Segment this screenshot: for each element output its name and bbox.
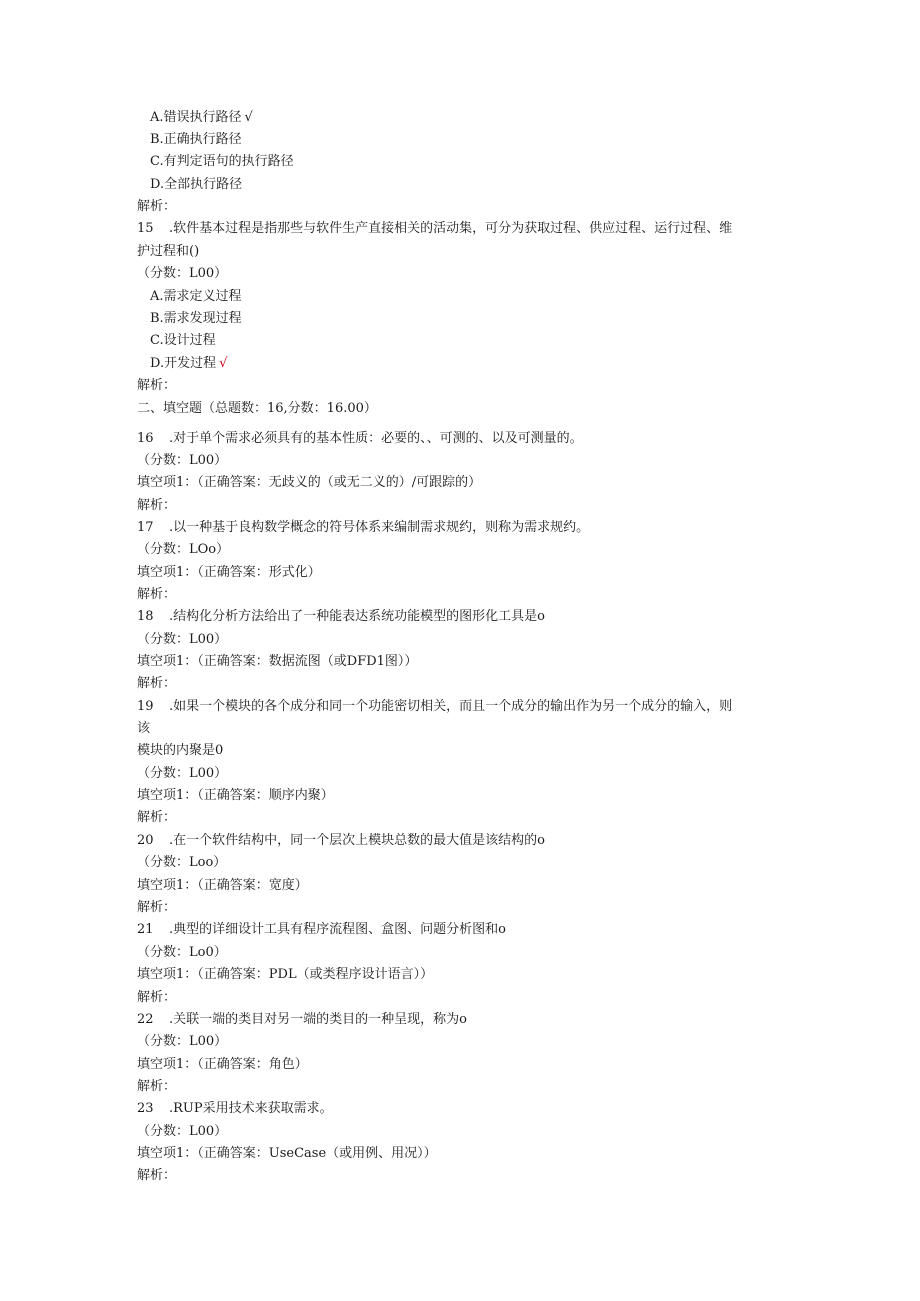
q22-text: 22 .关联一端的类目对另一端的类目的一种呈现，称为o xyxy=(137,1012,467,1027)
q16-text: 16 .对于单个需求必须具有的基本性质：必要的、、可测的、以及可测量的。 xyxy=(137,431,583,446)
q19-answer: 填空项1：（正确答案：顺序内聚） xyxy=(137,788,334,803)
q22-analysis: 解析： xyxy=(137,1079,177,1094)
q23-score: （分数：L00） xyxy=(137,1124,228,1139)
q15-option-a: A.需求定义过程 xyxy=(150,289,242,304)
q15-option-d: D.开发过程 √ xyxy=(150,356,228,371)
q16-answer: 填空项1：（正确答案：无歧义的（或无二义的）/可跟踪的） xyxy=(137,475,482,490)
q17-text: 17 .以一种基于良构数学概念的符号体系来编制需求规约，则称为需求规约。 xyxy=(137,520,590,535)
q15-text: 15 .软件基本过程是指那些与软件生产直接相关的活动集，可分为获取过程、供应过程、运行过程、维 xyxy=(137,218,732,240)
q21-answer: 填空项1：（正确答案：PDL（或类程序设计语言）） xyxy=(137,967,434,982)
q19-text-cont2: 模块的内聚是0 xyxy=(137,743,224,758)
q17-score: （分数：LOo） xyxy=(137,542,230,557)
q18-score: （分数：L00） xyxy=(137,632,228,647)
q15-option-c: C.设计过程 xyxy=(150,333,216,348)
q20-analysis: 解析： xyxy=(137,900,177,915)
q22-score: （分数：L00） xyxy=(137,1034,228,1049)
q14-option-d: D.全部执行路径 xyxy=(150,177,243,192)
q14-option-b: B.正确执行路径 xyxy=(150,132,242,147)
q15-score: （分数：L00） xyxy=(137,266,228,281)
q15-option-b: B.需求发现过程 xyxy=(150,311,242,326)
q20-answer: 填空项1：（正确答案：宽度） xyxy=(137,878,308,893)
q23-answer: 填空项1：（正确答案：UseCase（或用例、用况）） xyxy=(137,1146,437,1161)
q16-analysis: 解析： xyxy=(137,498,177,513)
q14-option-c: C.有判定语句的执行路径 xyxy=(150,154,294,169)
q19-score: （分数：L00） xyxy=(137,766,228,781)
q15-number: 15 xyxy=(137,221,154,236)
q21-text: 21 .典型的详细设计工具有程序流程图、盒图、问题分析图和o xyxy=(137,922,506,937)
q17-answer: 填空项1：（正确答案：形式化） xyxy=(137,565,321,580)
q18-answer: 填空项1：（正确答案：数据流图（或DFD1图）） xyxy=(137,654,418,669)
q19-text: 19 .如果一个模块的各个成分和同一个功能密切相关，而且一个成分的输出作为另一个成分的输入，则 xyxy=(137,699,733,714)
q17-analysis: 解析： xyxy=(137,587,177,602)
q23-analysis: 解析： xyxy=(137,1168,177,1183)
q22-answer: 填空项1：（正确答案：角色） xyxy=(137,1057,308,1072)
q14-option-a: A.错误执行路径 √ xyxy=(150,110,253,125)
q16-score: （分数：L00） xyxy=(137,453,228,468)
q19-analysis: 解析： xyxy=(137,810,177,825)
q20-score: （分数：Loo） xyxy=(137,855,227,870)
q18-text: 18 .结构化分析方法给出了一种能表达系统功能模型的图形化工具是o xyxy=(137,609,545,624)
q15-analysis: 解析： xyxy=(137,378,177,393)
check-icon: √ xyxy=(219,356,228,371)
q21-analysis: 解析： xyxy=(137,990,177,1005)
q15-text-cont: 护过程和() xyxy=(137,244,200,259)
q21-score: （分数：Lo0） xyxy=(137,945,227,960)
check-icon: √ xyxy=(244,110,253,125)
q14-analysis: 解析： xyxy=(137,199,177,214)
q19-text-cont: 该 xyxy=(137,721,151,736)
section-title: 二、填空题（总题数：16,分数：16.00） xyxy=(137,401,377,416)
q20-text: 20 .在一个软件结构中，同一个层次上模块总数的最大值是该结构的o xyxy=(137,833,545,848)
q18-analysis: 解析： xyxy=(137,676,177,691)
q23-text: 23 .RUP采用技术来获取需求。 xyxy=(137,1101,333,1116)
